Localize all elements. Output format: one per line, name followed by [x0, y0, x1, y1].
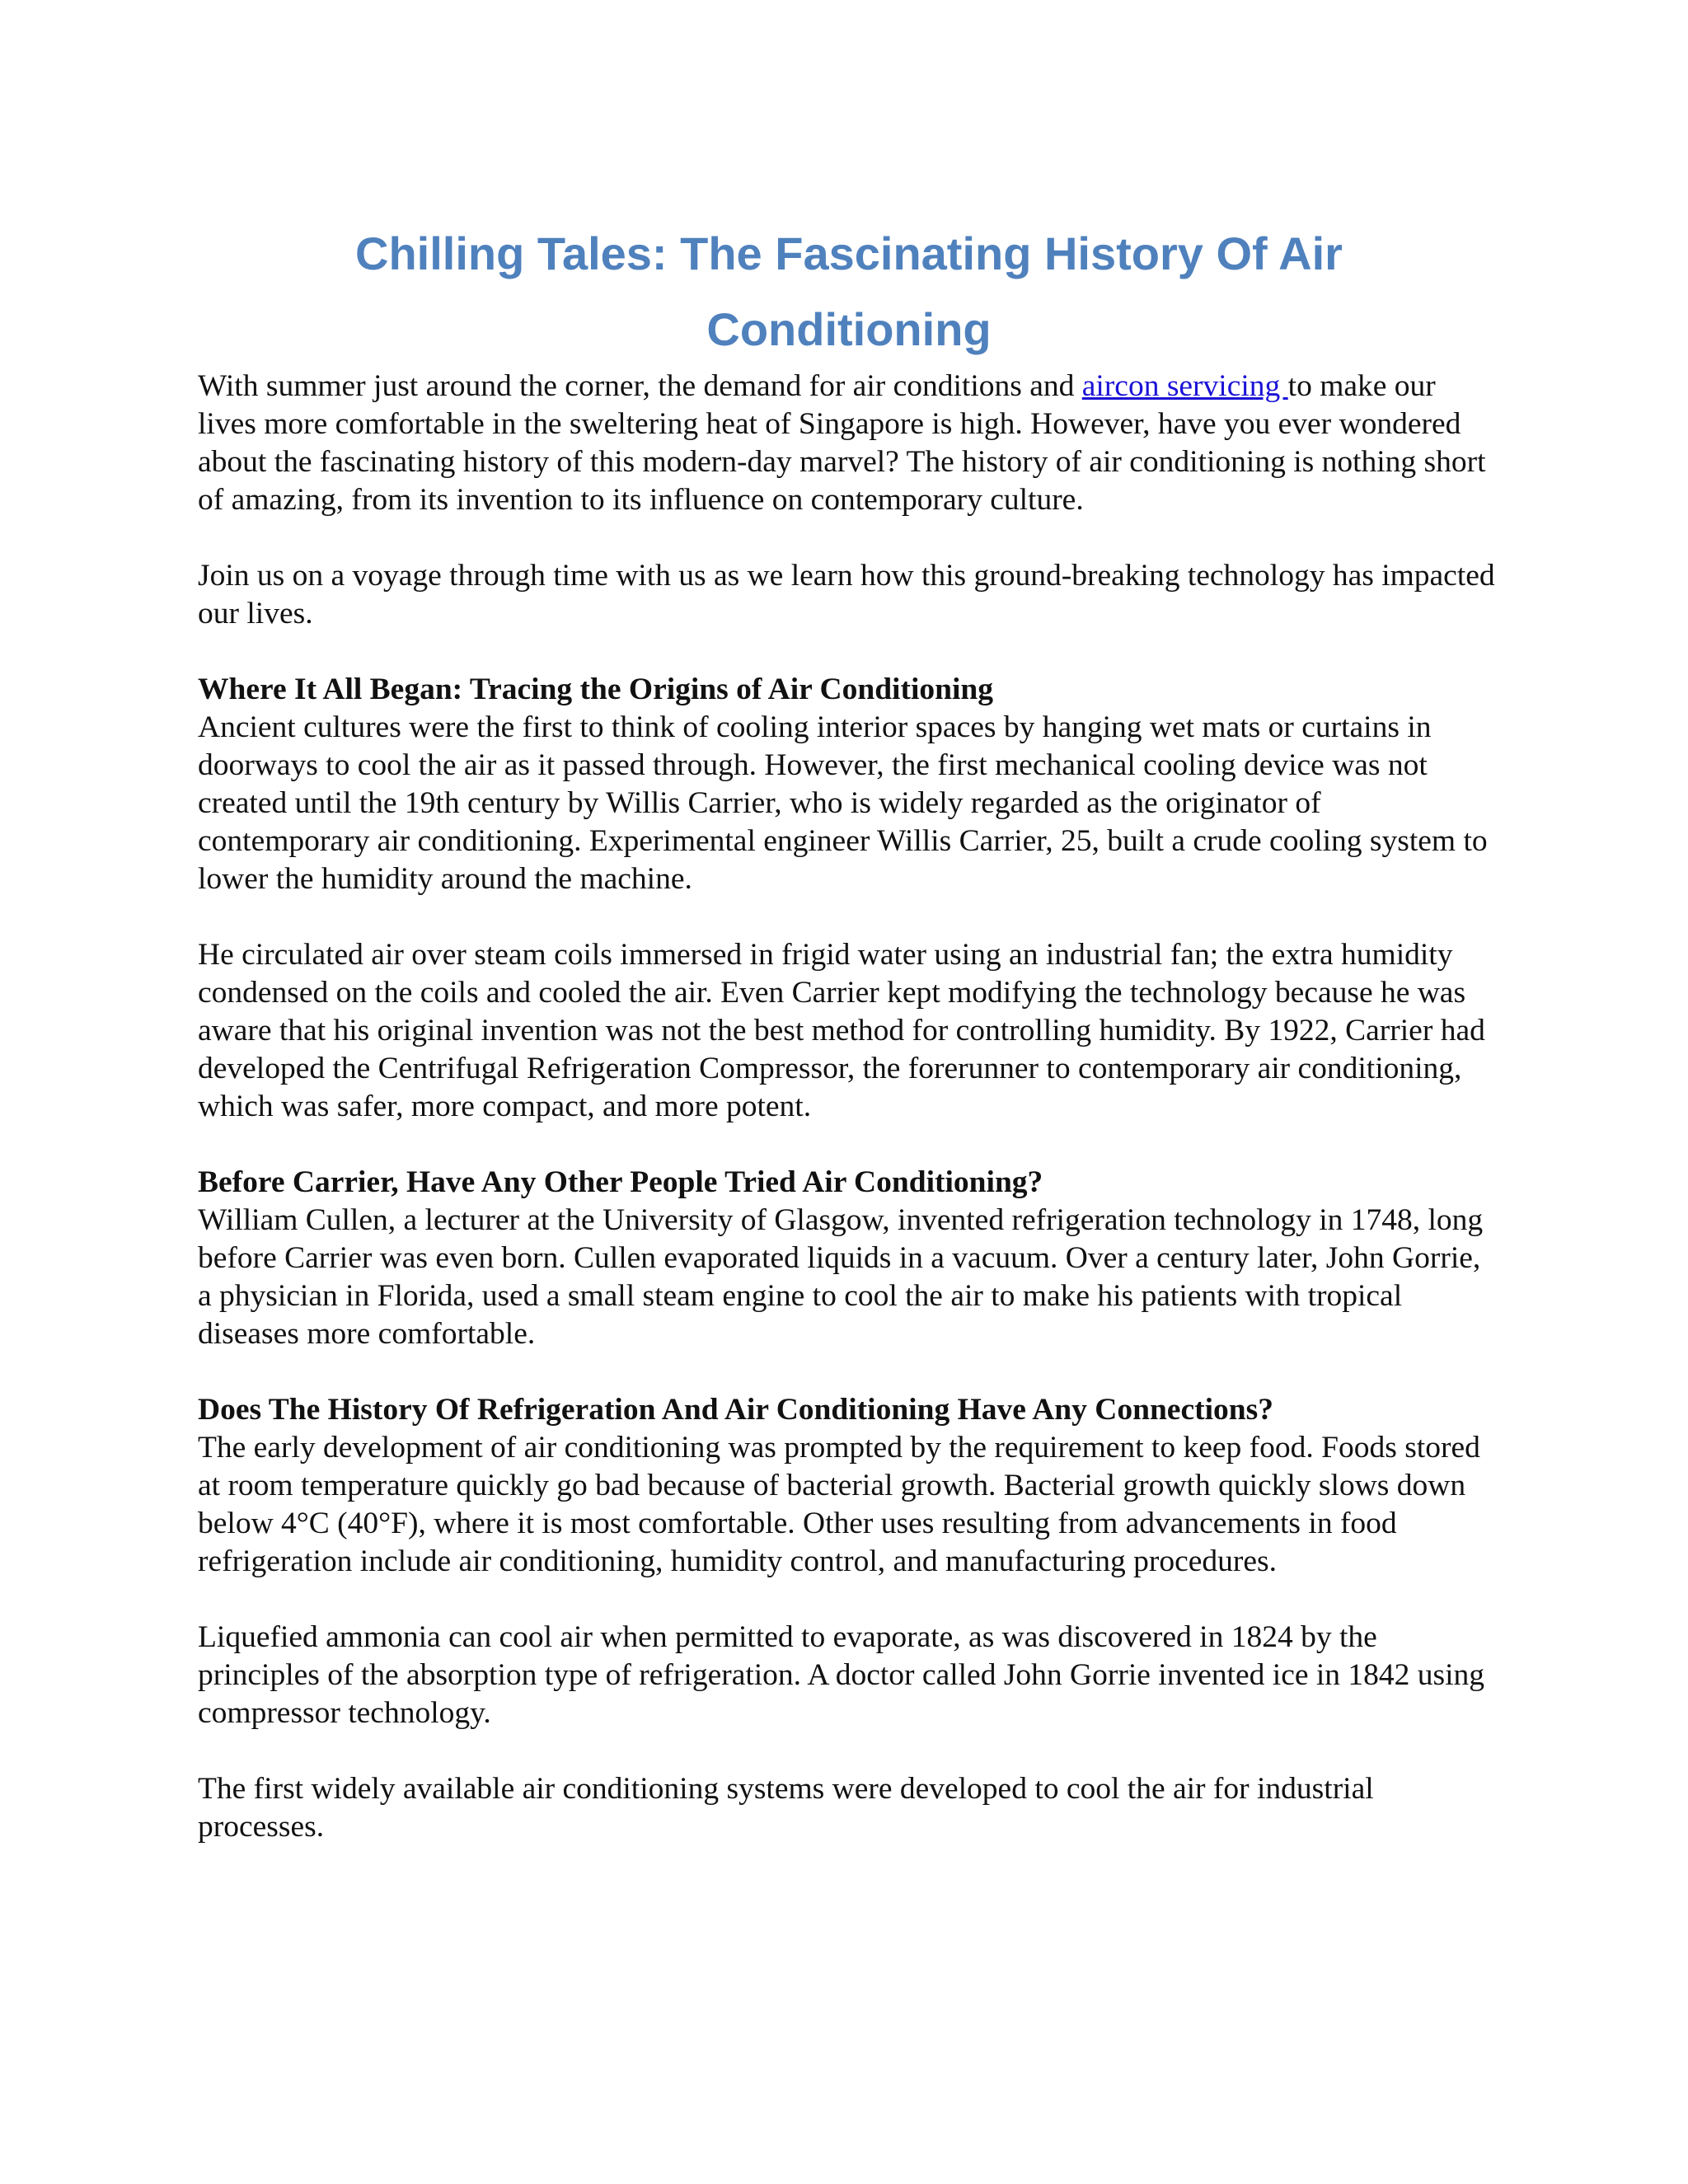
intro-paragraph-2: Join us on a voyage through time with us as we learn how this ground-breaking technology has impacted our lives. — [198, 559, 1495, 630]
section-heading: Where It All Began: Tracing the Origins of Air Conditioning — [198, 673, 994, 706]
section-before-carrier — [198, 1164, 1500, 1353]
intro-text-after-link: to make our lives more comfortable in the sweltering heat of Singapore is high. However, have you ever wondered about the fascinating history of this modern-day marvel? The history of air conditioning is nothing short of amazing, from its invention to its influence on contemporary culture. — [198, 369, 1486, 517]
section-paragraph: The early development of air conditioning was prompted by the requirement to keep food. Foods stored at room temperature quickly go bad because of bacterial growth. Bacterial growth quickly slows down below 4°C (40°F), where it is most comfortable. Other uses resulting from advancements in food refrigeration include air conditioning, humidity control, and manufacturing procedures. — [198, 1431, 1480, 1578]
page-title: Chilling Tales: The Fascinating History Of Air Conditioning — [355, 227, 1343, 355]
document-page — [198, 216, 1500, 1884]
section-refrigeration-connections — [198, 1391, 1500, 1846]
section-heading: Does The History Of Refrigeration And Air Conditioning Have Any Connections? — [198, 1393, 1273, 1427]
article-body — [198, 368, 1500, 1846]
intro-text-before-link: With summer just around the corner, the demand for air conditions and — [198, 369, 1082, 403]
section-paragraph: Ancient cultures were the first to think of cooling interior spaces by hanging wet mats or curtains in doorways to cool the air as it passed through. However, the first mechanical cooling device was not created until the 19th century by Willis Carrier, who is widely regarded as the originator of contemporary air conditioning. Experimental engineer Willis Carrier, 25, built a crude cooling system to lower the humidity around the machine. — [198, 710, 1488, 896]
section-origins — [198, 671, 1500, 1126]
aircon-servicing-link[interactable]: aircon servicing — [1081, 369, 1288, 403]
section-paragraph: He circulated air over steam coils immersed in frigid water using an industrial fan; the extra humidity condensed on the coils and cooled the air. Even Carrier kept modifying the technology because he was aware that his original invention was not the best method for controlling humidity. By 1922, Carrier had developed the Centrifugal Refrigeration Compressor, the forerunner to contemporary air conditioning, which was safer, more compact, and more potent. — [198, 938, 1485, 1123]
section-paragraph: William Cullen, a lecturer at the University of Glasgow, invented refrigeration technology in 1748, long before Carrier was even born. Cullen evaporated liquids in a vacuum. Over a century later, John Gorrie, a physician in Florida, used a small steam engine to cool the air to make his patients with tropical diseases more comfortable. — [198, 1203, 1484, 1351]
section-paragraph: The first widely available air conditioning systems were developed to cool the air for industrial processes. — [198, 1772, 1374, 1844]
intro-paragraph — [198, 368, 1500, 519]
section-heading: Before Carrier, Have Any Other People Tried Air Conditioning? — [198, 1165, 1043, 1199]
section-paragraph: Liquefied ammonia can cool air when permitted to evaporate, as was discovered in 1824 by the principles of the absorption type of refrigeration. A doctor called John Gorrie invented ice in 1842 using compressor technology. — [198, 1620, 1485, 1730]
